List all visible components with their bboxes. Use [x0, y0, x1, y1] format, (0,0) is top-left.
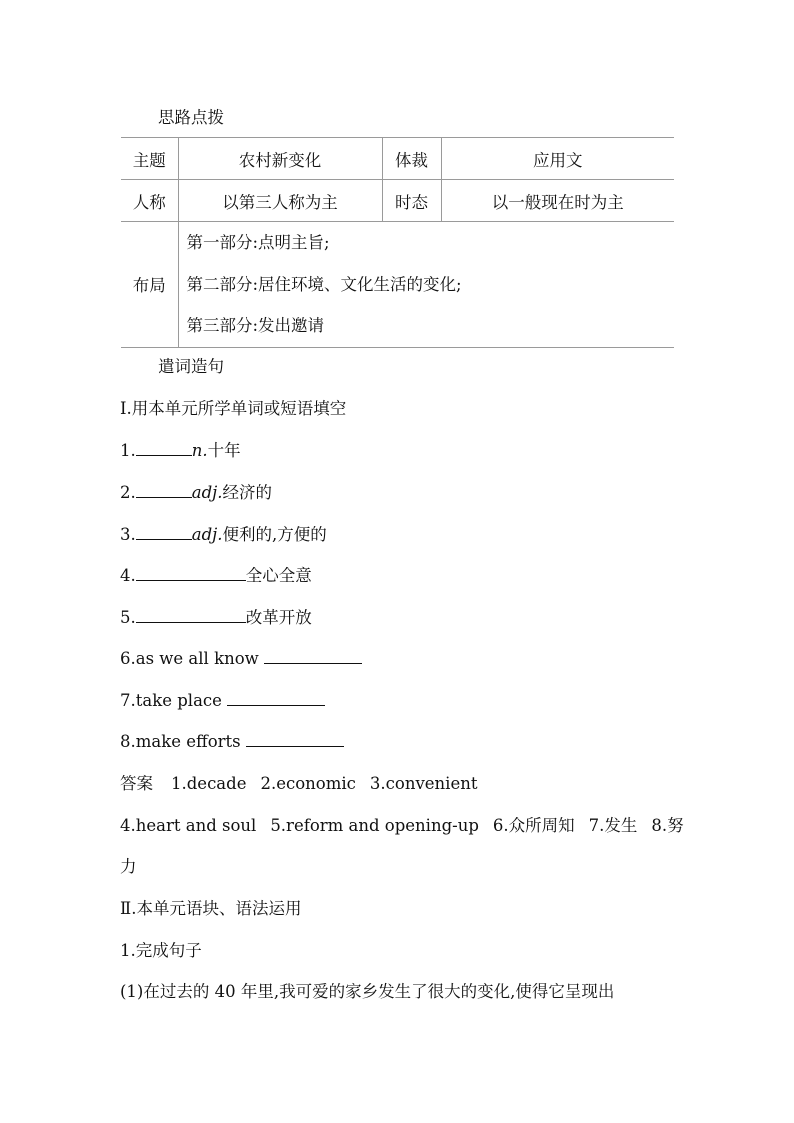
- answer-blank[interactable]: [246, 731, 344, 747]
- table-cell-label: 布局: [121, 222, 178, 348]
- layout-item: 第三部分:发出邀请: [186, 316, 325, 335]
- table-cell-label: 主题: [121, 138, 178, 180]
- sub1-title: 1.完成句子: [120, 941, 202, 960]
- layout-item: 第二部分:居住环境、文化生活的变化;: [186, 274, 462, 294]
- answers-label: 答案: [120, 774, 153, 793]
- table-row: [121, 222, 674, 348]
- layout-item: 第一部分:点明主旨;: [186, 233, 330, 252]
- section-heading-hints: 思路点拨: [158, 108, 224, 127]
- exercise-item: 1. n.十年: [120, 441, 241, 460]
- exercise-item: 4. 全心全意: [120, 566, 312, 585]
- part1-title: Ⅰ.用本单元所学单词或短语填空: [120, 399, 347, 418]
- answers-line-1: 答案 1.decade 2.economic 3.convenient: [120, 774, 478, 793]
- layout-cell: [178, 222, 674, 348]
- answers-line-3: 力: [120, 857, 137, 876]
- table-row: [121, 138, 674, 180]
- table-cell-value: 以一般现在时为主: [441, 180, 674, 222]
- table-cell-label: 体裁: [382, 138, 441, 180]
- answer-blank[interactable]: [136, 440, 192, 456]
- table-cell-value: 应用文: [441, 138, 674, 180]
- table-cell-value: 以第三人称为主: [178, 180, 382, 222]
- exercise-item: 7.take place: [120, 690, 325, 712]
- answer-blank[interactable]: [264, 648, 362, 664]
- answer-blank[interactable]: [136, 607, 246, 623]
- answer-blank[interactable]: [227, 690, 325, 706]
- outline-table: [121, 137, 674, 348]
- table-row: [121, 180, 674, 222]
- section-heading-words: 遣词造句: [158, 357, 224, 376]
- sentence-item: (1)在过去的 40 年里,我可爱的家乡发生了很大的变化,使得它呈现出: [120, 982, 615, 1001]
- answer-blank[interactable]: [136, 482, 192, 498]
- exercise-item: 2. adj.经济的: [120, 483, 273, 502]
- table-cell-value: 农村新变化: [178, 138, 382, 180]
- answer-blank[interactable]: [136, 524, 192, 540]
- answer-blank[interactable]: [136, 565, 246, 581]
- exercise-item: 3. adj.便利的,方便的: [120, 525, 327, 544]
- part2-title: Ⅱ.本单元语块、语法运用: [120, 899, 302, 918]
- table-cell-label: 时态: [382, 180, 441, 222]
- table-cell-label: 人称: [121, 180, 178, 222]
- exercise-item: 8.make efforts: [120, 731, 344, 753]
- exercise-item: 5. 改革开放: [120, 608, 312, 627]
- exercise-item: 6.as we all know: [120, 648, 362, 670]
- answers-line-2: 4.heart and soul 5.reform and opening-up 6.众所周知 7.发生 8.努: [120, 816, 684, 835]
